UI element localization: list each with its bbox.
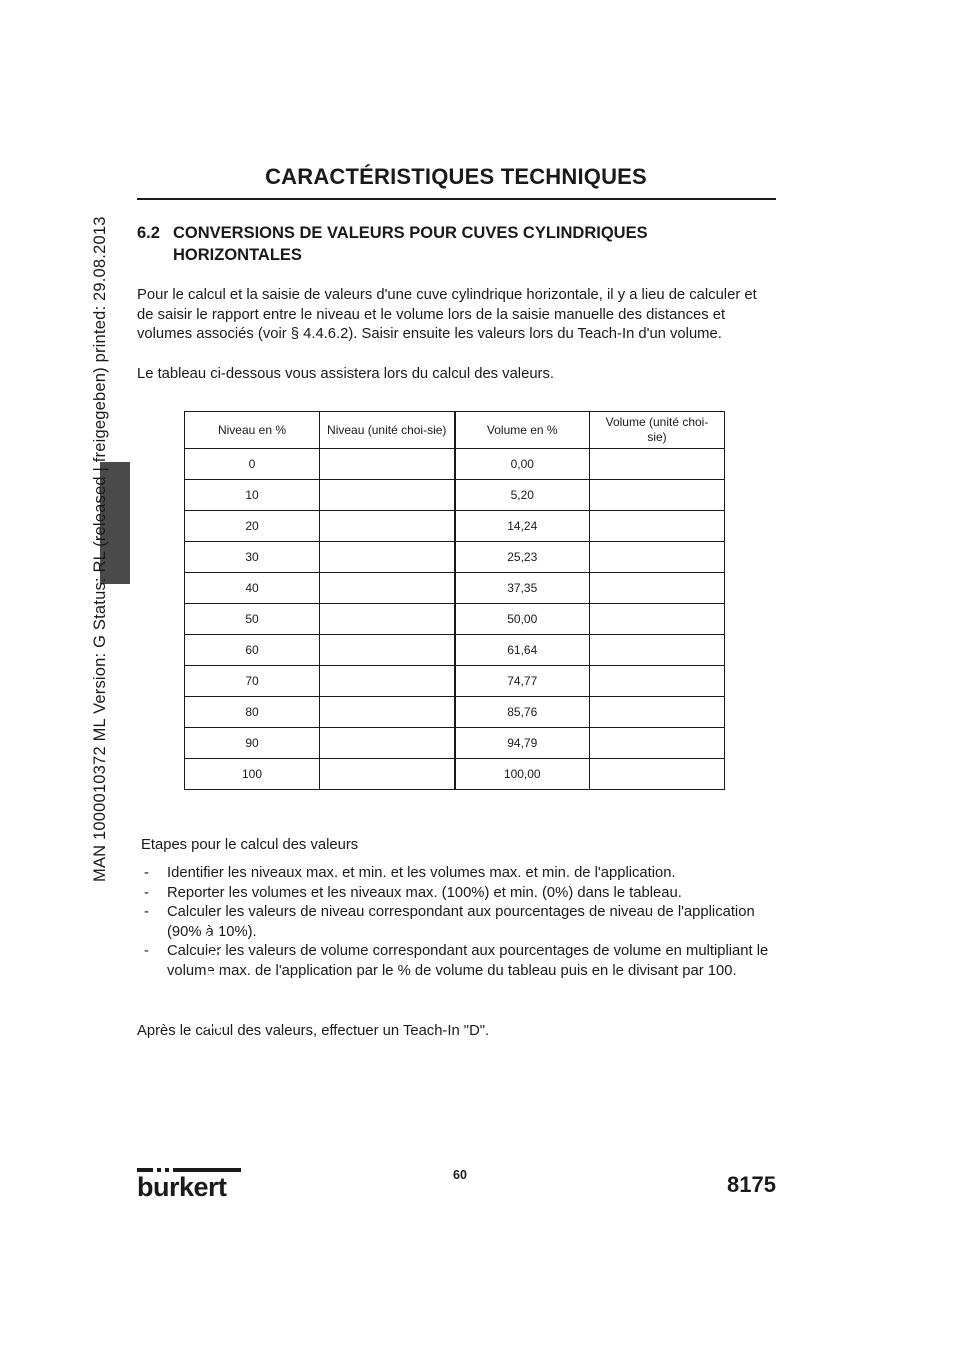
language-label: FRANCAIS (204, 929, 225, 1031)
cell-volume-percent: 25,23 (455, 542, 590, 573)
cell-volume-unit (590, 728, 725, 759)
cell-volume-percent: 50,00 (455, 604, 590, 635)
cell-level-percent: 80 (185, 697, 320, 728)
table-row (185, 635, 725, 666)
cell-level-unit (320, 697, 455, 728)
model-number: 8175 (727, 1172, 776, 1197)
page-number: 60 (453, 1168, 467, 1182)
document-info: MAN 1000010372 ML Version: G Status: RL (released | freigegeben) printed: 29.08.2013 (91, 216, 109, 882)
cell-level-unit (320, 573, 455, 604)
section-title: CONVERSIONS DE VALEURS POUR CUVES CYLINDRIQUES HORIZONTALES (173, 224, 648, 264)
cell-volume-percent: 0,00 (455, 449, 590, 480)
cell-level-unit (320, 511, 455, 542)
header-level-percent: Niveau en % (185, 412, 320, 449)
table-row (185, 542, 725, 573)
table-row (185, 449, 725, 480)
header-volume-unit: Volume (unité choi-sie) (590, 412, 725, 449)
cell-volume-unit (590, 573, 725, 604)
page-title: CARACTÉRISTIQUES TECHNIQUES (265, 164, 647, 189)
cell-volume-percent: 94,79 (455, 728, 590, 759)
steps-title: Etapes pour le calcul des valeurs (141, 837, 359, 853)
cell-volume-unit (590, 480, 725, 511)
step-text: Identifier les niveaux max. et min. et les volumes max. et min. de l'application. (167, 865, 676, 881)
cell-level-percent: 60 (185, 635, 320, 666)
conversion-table (184, 411, 725, 790)
cell-level-percent: 100 (185, 759, 320, 790)
step-text: Reporter les volumes et les niveaux max. (100%) et min. (0%) dans le tableau. (167, 884, 682, 901)
cell-level-percent: 40 (185, 573, 320, 604)
cell-level-unit (320, 542, 455, 573)
table-row (185, 480, 725, 511)
table-row (185, 728, 725, 759)
table-row (185, 759, 725, 790)
bullet-dash: - (144, 904, 149, 920)
cell-volume-unit (590, 511, 725, 542)
title-divider (137, 198, 776, 200)
final-suffix: ". (479, 1023, 490, 1039)
steps-list (137, 864, 777, 981)
burkert-logo (137, 1168, 243, 1202)
cell-volume-unit (590, 666, 725, 697)
cell-level-unit (320, 666, 455, 697)
cell-level-unit (320, 449, 455, 480)
cell-volume-percent: 85,76 (455, 697, 590, 728)
cell-level-unit (320, 728, 455, 759)
list-item (137, 864, 777, 884)
cell-volume-percent: 100,00 (455, 759, 590, 790)
table-row (185, 511, 725, 542)
bullet-dash: - (144, 884, 149, 901)
cell-volume-percent: 74,77 (455, 666, 590, 697)
logo-wordmark: burkert (137, 1172, 227, 1202)
final-prefix: Après le calcul des valeurs, effectuer un Teach-In " (137, 1023, 470, 1039)
table-row (185, 573, 725, 604)
list-item (137, 884, 777, 904)
bullet-dash: - (144, 943, 149, 959)
cell-volume-percent: 5,20 (455, 480, 590, 511)
step-text: Calculer les valeurs de volume correspondant aux pourcentages de volume en multipliant le volume max. de l'application par le % de volume du tableau puis en le divisant par 100. (167, 943, 769, 979)
cell-level-percent: 90 (185, 728, 320, 759)
cell-level-percent: 50 (185, 604, 320, 635)
header-level-unit: Niveau (unité choi-sie) (320, 412, 455, 449)
header-volume-percent: Volume en % (455, 412, 590, 449)
cell-volume-percent: 61,64 (455, 635, 590, 666)
cell-level-unit (320, 635, 455, 666)
section-number: 6.2 (137, 224, 160, 242)
table-row (185, 604, 725, 635)
cell-volume-unit (590, 697, 725, 728)
intro-paragraph: Pour le calcul et la saisie de valeurs d'une cuve cylindrique horizontale, il y a lieu de calculer et de saisir le rapport entre le niveau et le volume lors de la saisie manuelle des distances et volumes associés (voir § 4.4.6.2). Saisir ensuite les valeurs lors du Teach-In d'un volume. (137, 287, 757, 342)
cell-level-unit (320, 759, 455, 790)
cell-volume-percent: 14,24 (455, 511, 590, 542)
cell-volume-percent: 37,35 (455, 573, 590, 604)
cell-level-percent: 20 (185, 511, 320, 542)
table-intro-paragraph: Le tableau ci-dessous vous assistera lors du calcul des valeurs. (137, 366, 554, 382)
bullet-dash: - (144, 865, 149, 881)
cell-volume-unit (590, 759, 725, 790)
cell-level-unit (320, 604, 455, 635)
cell-volume-unit (590, 604, 725, 635)
cell-level-percent: 0 (185, 449, 320, 480)
cell-volume-unit (590, 449, 725, 480)
list-item (137, 903, 777, 942)
cell-volume-unit (590, 542, 725, 573)
table-header-row (185, 412, 725, 449)
cell-level-percent: 30 (185, 542, 320, 573)
cell-level-unit (320, 480, 455, 511)
table-row (185, 666, 725, 697)
table-row (185, 697, 725, 728)
step-text: Calculer les valeurs de niveau correspondant aux pourcentages de niveau de l'application (90% à 10%). (167, 904, 755, 940)
cell-volume-unit (590, 635, 725, 666)
teach-in-key: D (469, 1023, 480, 1039)
list-item (137, 942, 777, 981)
final-instruction (137, 1022, 489, 1042)
cell-level-percent: 10 (185, 480, 320, 511)
cell-level-percent: 70 (185, 666, 320, 697)
